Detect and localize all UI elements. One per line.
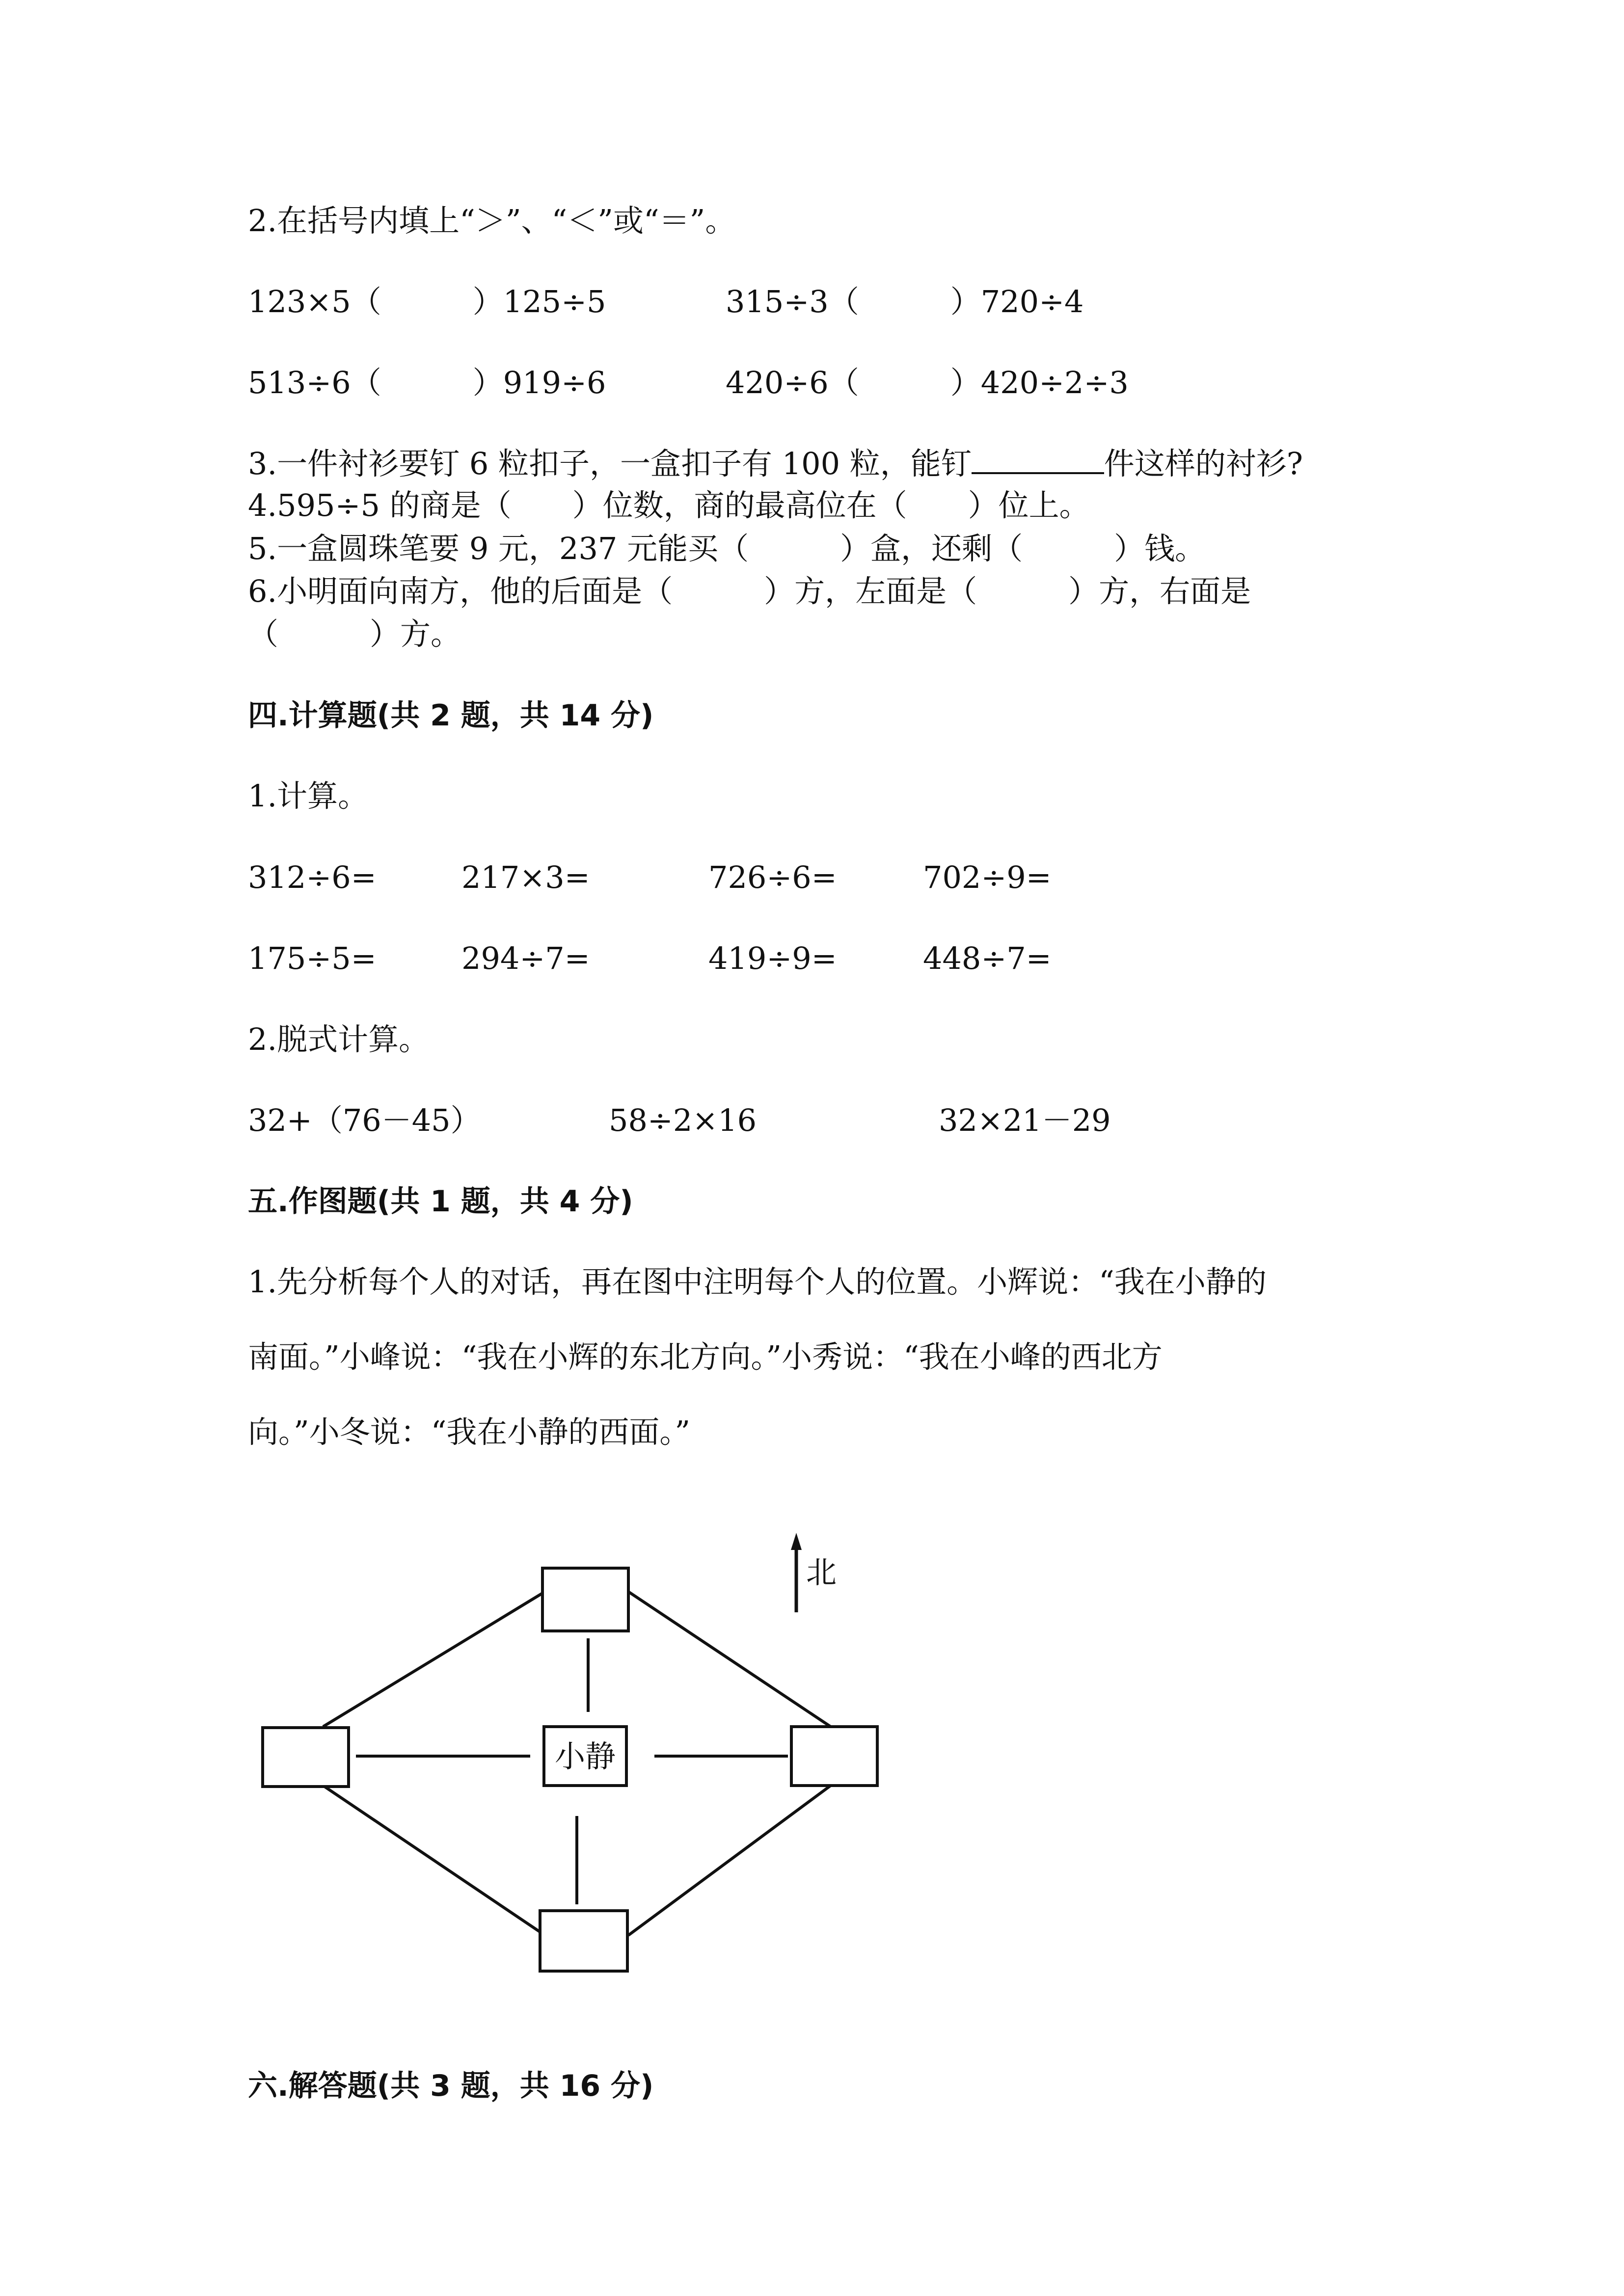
comparison-item: 513÷6（ ）919÷6 [248,365,606,400]
calc-item: 726÷6= [708,859,837,895]
center-label: 小静 [554,1738,616,1774]
north-arrowhead-icon [791,1533,802,1550]
drawing-question-line3: 向。”小冬说：“我在小静的西面。” [248,1414,691,1450]
q4-text: 4.595÷5 的商是（ ）位数，商的最高位在（ ）位上。 [248,487,1090,523]
calc-item: 312÷6= [248,859,377,895]
calc-item: 217×3= [461,859,590,895]
stepwise-item: 32+（76－45） [248,1102,481,1138]
comparison-item: 420÷6（ ）420÷2÷3 [726,365,1129,400]
diagram-edge [628,1786,831,1935]
section4-heading: 四.计算题(共 2 题，共 14 分) [248,698,654,733]
q2-instruction: 2.在括号内填上“＞”、“＜”或“＝”。 [248,203,736,239]
right-position-box[interactable] [791,1727,877,1786]
q3-after: 件这样的衬衫? [1104,446,1303,481]
q5-text: 5.一盒圆珠笔要 9 元，237 元能买（ ）盒，还剩（ ）钱。 [248,531,1206,566]
drawing-question-line1: 1.先分析每个人的对话，再在图中注明每个人的位置。小辉说：“我在小静的 [248,1264,1267,1300]
top-position-box[interactable] [542,1568,628,1631]
comparison-item: 123×5（ ）125÷5 [248,284,606,320]
calc-item: 702÷9= [923,859,1052,895]
left-position-box[interactable] [263,1728,349,1787]
drawing-question-line2: 南面。”小峰说：“我在小辉的东北方向。”小秀说：“我在小峰的西北方 [248,1339,1163,1375]
calc-item: 294÷7= [461,940,590,976]
comparison-item: 315÷3（ ）720÷4 [726,284,1084,320]
q3-before: 3.一件衬衫要钉 6 粒扣子，一盒扣子有 100 粒，能钉 [248,446,972,481]
stepwise-item: 58÷2×16 [609,1102,757,1138]
calc-item: 448÷7= [923,940,1052,976]
diagram-edge [628,1592,831,1727]
diagram-edge [323,1786,545,1935]
section5-heading: 五.作图题(共 1 题，共 4 分) [248,1184,633,1219]
stepwise-item: 32×21－29 [939,1102,1111,1138]
calc-item: 419÷9= [708,940,837,976]
calc-item: 175÷5= [248,940,377,976]
north-label: 北 [806,1554,837,1590]
q6-text-line1: 6.小明面向南方，他的后面是（ ）方，左面是（ ）方，右面是 [248,573,1251,609]
diagram-edge [323,1592,545,1727]
q6-text-line2: （ ）方。 [248,616,461,652]
calc-instruction: 1.计算。 [248,778,369,814]
section6-heading: 六.解答题(共 3 题，共 16 分) [248,2069,654,2103]
stepwise-instruction: 2.脱式计算。 [248,1021,430,1057]
bottom-position-box[interactable] [540,1911,627,1971]
